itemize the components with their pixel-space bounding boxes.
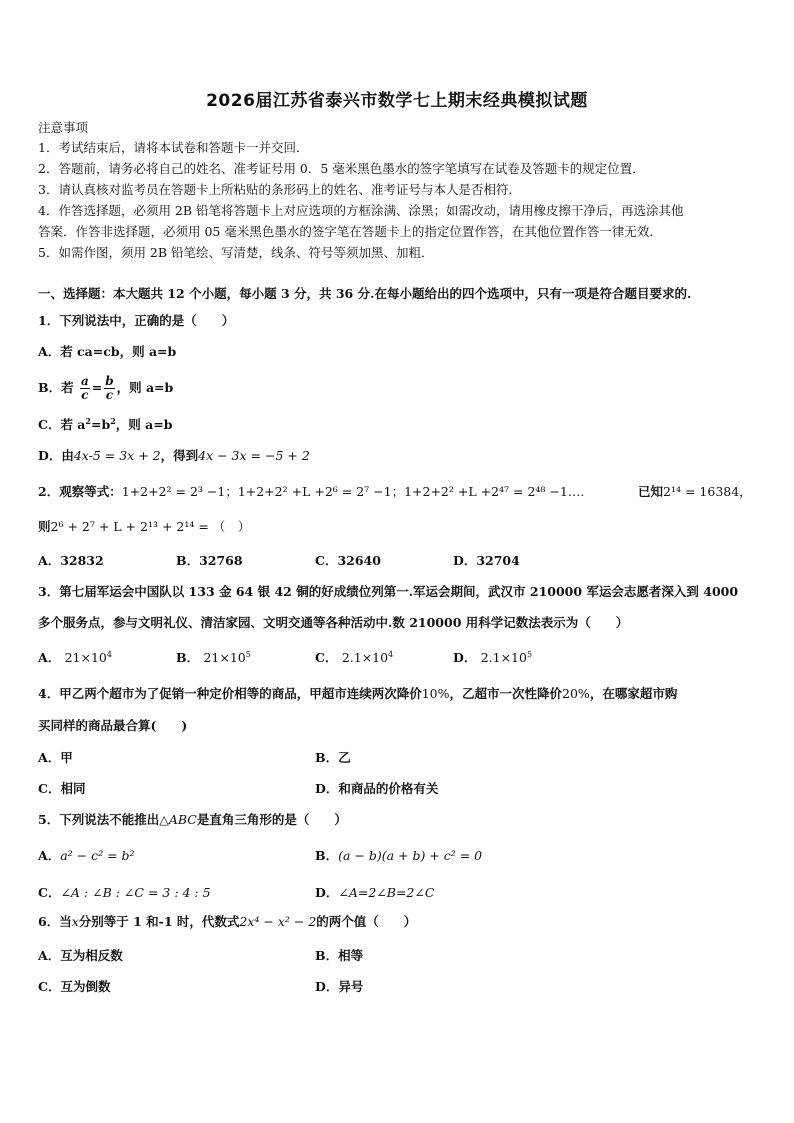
question-6-option-d: D．异号 <box>315 979 364 994</box>
option-label: C． <box>315 650 338 665</box>
option-expression: 21×10 <box>64 650 107 665</box>
option-c-mid: =b <box>90 417 111 432</box>
question-5-option-a <box>38 848 135 864</box>
notice-item: 3．请认真核对监考员在答题卡上所粘贴的条形码上的姓名、准考证号与本人是否相符． <box>38 182 521 197</box>
question-2-option-c: C．32640 <box>315 553 381 568</box>
question-1-option-a: A．若 ca=cb，则 a=b <box>38 344 177 359</box>
question-4-option-b: B．乙 <box>315 750 351 765</box>
question-1-option-d <box>38 448 310 464</box>
option-d-mid: ，得到 <box>160 448 199 463</box>
question-5-option-d <box>315 885 434 901</box>
question-4-line1 <box>38 686 677 702</box>
option-c-suffix: ，则 a=b <box>115 417 173 432</box>
option-label: A． <box>38 848 61 863</box>
equation-2: 4x − 3x = −5 + 2 <box>198 448 310 463</box>
question-5-option-b <box>315 848 482 864</box>
option-expression: a² − c² = b² <box>60 848 135 863</box>
question-3-line1: 3．第七届军运会中国队以 133 金 64 银 42 铜的好成绩位列第一.军运会期间，武汉市 210000 军运会志愿者深入到 4000 <box>38 584 739 599</box>
discount-2: 20% <box>562 686 590 701</box>
question-5-stem <box>38 812 347 828</box>
question-6-option-c: C．互为倒数 <box>38 979 111 994</box>
section-heading: 一、选择题：本大题共 12 个小题，每小题 3 分，共 36 分.在每小题给出的四个选项中，只有一项是符合题目要求的. <box>38 286 692 301</box>
fraction-a-over-c <box>80 375 90 402</box>
option-label: B． <box>315 848 339 863</box>
page-title: 2026届江苏省泰兴市数学七上期末经典模拟试题 <box>206 91 588 111</box>
question-2-stem <box>38 484 584 500</box>
question-2-option-d: D．32704 <box>453 553 520 568</box>
variable-x: x <box>71 914 79 929</box>
question-2-known <box>638 484 752 500</box>
question-4-option-d: D．和商品的价格有关 <box>315 781 439 796</box>
option-label: D． <box>453 650 477 665</box>
option-label: A． <box>38 650 61 665</box>
question-1-stem: 1．下列说法中，正确的是（ ） <box>38 313 235 328</box>
option-d-prefix: D．由 <box>38 448 74 463</box>
line2-prefix: 则 <box>38 519 51 534</box>
question-3-option-a <box>38 650 112 666</box>
exponent: 2 <box>110 415 116 426</box>
notice-item: 4．作答选择题，必须用 2B 铅笔将答题卡上对应选项的方框涂满、涂黑；如需改动，请用橡皮擦干净后，再选涂其他 <box>38 203 684 218</box>
exponent: 4 <box>388 649 394 659</box>
frac-numerator: a <box>80 374 89 388</box>
question-6-stem <box>38 914 416 930</box>
option-label: D． <box>315 885 339 900</box>
notice-item: 5．如需作图，须用 2B 铅笔绘、写清楚，线条、符号等须加黑、加粗． <box>38 245 434 260</box>
question-3-line2: 多个服务点，参与文明礼仪、清洁家园、文明交通等各种活动中.数 210000 用科学记数法表示为（ ） <box>38 615 629 630</box>
exponent: 5 <box>245 649 251 659</box>
stem-prefix: 6．当 <box>38 914 72 929</box>
known-value: 2¹⁴ = 16384， <box>663 484 752 499</box>
polynomial-expression: 2x⁴ − x² − 2 <box>239 914 317 929</box>
stem-suffix: 的两个值（ ） <box>316 914 417 929</box>
option-c-prefix: C．若 a <box>38 417 86 432</box>
question-4-option-c: C．相同 <box>38 781 86 796</box>
equation-1: 4x-5 = 3x + 2 <box>73 448 161 463</box>
option-b-suffix: ，则 a=b <box>116 380 174 395</box>
exponent: 4 <box>106 649 112 659</box>
known-prefix: 已知 <box>638 484 664 499</box>
option-expression: 2.1×10 <box>480 650 527 665</box>
question-2-option-a: A．32832 <box>38 553 104 568</box>
frac-numerator: b <box>105 374 114 388</box>
option-label: C． <box>38 885 61 900</box>
triangle-symbol: △ABC <box>159 812 197 827</box>
question-3-option-b <box>176 650 251 666</box>
stem-suffix: 是直角三角形的是（ ） <box>196 812 347 827</box>
line1-part: ，在哪家超市购 <box>589 686 678 701</box>
option-expression: 2.1×10 <box>341 650 389 665</box>
question-1-option-c <box>38 417 172 433</box>
question-3-option-c <box>315 650 393 666</box>
discount-1: 10% <box>421 686 450 701</box>
question-4-line2: 买同样的商品最合算( ) <box>38 718 188 733</box>
question-1-option-b <box>38 371 173 405</box>
stem-prefix: 2．观察等式： <box>38 484 122 499</box>
option-label: B． <box>176 650 200 665</box>
frac-denominator: c <box>81 388 89 402</box>
question-5-option-c <box>38 885 211 901</box>
question-2-line2 <box>38 519 250 535</box>
exponent: 5 <box>526 649 533 659</box>
option-expression: 21×10 <box>203 650 246 665</box>
question-6-option-b: B．相等 <box>315 948 364 963</box>
notice-item: 答案．作答非选择题，必须用 05 毫米黑色墨水的签字笔在答题卡上的指定位置作答，在其他位置作答一律无效． <box>38 224 662 239</box>
question-4-option-a: A．甲 <box>38 750 73 765</box>
fraction-b-over-c <box>104 375 114 402</box>
notice-item: 1．考试结束后，请将本试卷和答题卡一并交回． <box>38 140 309 155</box>
option-expression: (a − b)(a + b) + c² = 0 <box>338 848 483 863</box>
question-6-option-a: A．互为相反数 <box>38 948 123 963</box>
series-expression: 1+2+2² = 2³ −1；1+2+2² +L +2⁶ = 2⁷ −1；1+2+2² +L +2⁴⁷ = 2⁴⁸ −1…. <box>121 484 585 499</box>
line1-part: ，乙超市一次性降价 <box>449 686 563 701</box>
line1-part: 4．甲乙两个超市为了促销一种定价相等的商品，甲超市连续两次降价 <box>38 686 422 701</box>
notice-item: 2．答题前，请务必将自己的姓名、准考证号用 0．5 毫米黑色墨水的签字笔填写在试卷及答题卡的规定位置． <box>38 161 645 176</box>
question-2-option-b: B．32768 <box>176 553 243 568</box>
option-expression: ∠A=2∠B=2∠C <box>338 885 435 900</box>
question-3-option-d <box>453 650 532 666</box>
sum-expression: 2⁶ + 2⁷ + L + 2¹³ + 2¹⁴ = （ ） <box>50 519 251 534</box>
option-expression: ∠A : ∠B : ∠C = 3 : 4 : 5 <box>60 885 211 900</box>
equals-sign: = <box>91 380 103 395</box>
frac-denominator: c <box>105 388 114 402</box>
exponent: 2 <box>85 415 91 426</box>
stem-prefix: 5．下列说法不能推出 <box>38 812 160 827</box>
option-b-prefix: B．若 <box>38 380 74 395</box>
notice-heading: 注意事项 <box>38 120 89 135</box>
stem-mid: 分别等于 1 和-1 时，代数式 <box>78 914 240 929</box>
